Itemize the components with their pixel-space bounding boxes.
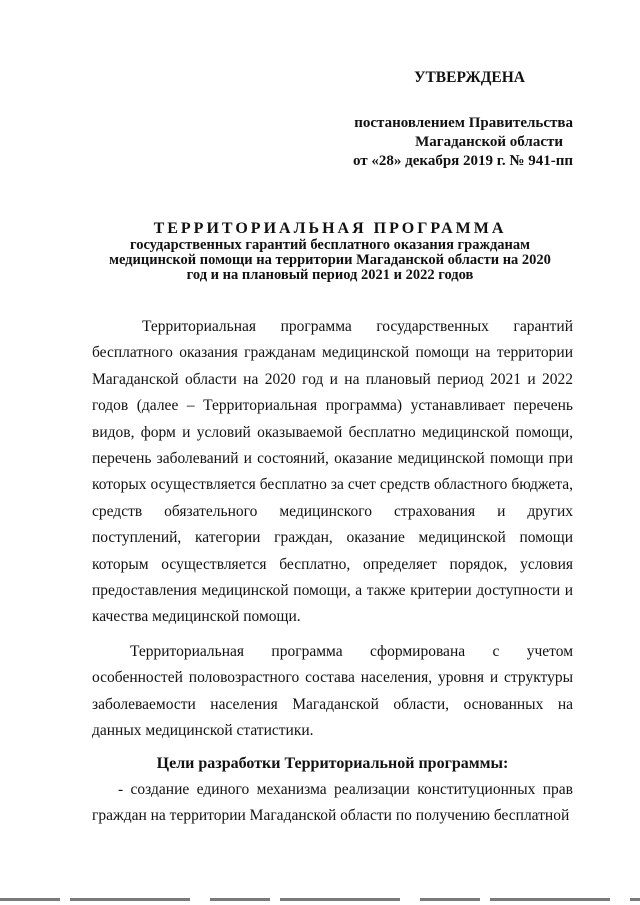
body-paragraph-2: Территориальная программа сформирована с учетом особенностей половозрастного состава населения, уровня и структуры заболеваемости населения Магаданской области, основанных на данных медицинской статистики. xyxy=(92,642,573,740)
approval-line-resolution: постановлением Правительства xyxy=(354,115,573,131)
goal-bullet-1: - создание единого механизма реализации конституционных прав граждан на территории Магаданской области по получению бесплатной xyxy=(92,780,573,825)
approval-line-region: Магаданской области xyxy=(415,134,563,150)
approval-heading: УТВЕРЖДЕНА xyxy=(414,69,525,86)
document-subtitle-line-3: год и на плановый период 2021 и 2022 годов xyxy=(186,267,474,283)
document-title: ТЕРРИТОРИАЛЬНАЯ ПРОГРАММА xyxy=(153,220,507,237)
section-heading-goals: Цели разработки Территориальной программы: xyxy=(156,754,509,772)
approval-line-date: от «28» декабря 2019 г. № 941-пп xyxy=(352,153,573,169)
document-subtitle-line-2: медицинской помощи на территории Магаданской области на 2020 xyxy=(109,252,551,268)
document-body xyxy=(92,314,573,830)
approval-block xyxy=(293,68,573,171)
document-title-block xyxy=(80,219,580,283)
body-paragraph-1: Территориальная программа государственных гарантий бесплатного оказания гражданам медицинской помощи на территории Магаданской области на 2020 год и на плановый период 2021 и 2022 годов (далее – Территориальная программа) устанавливает перечень видов, форм и условий оказываемой бесплатно медицинской помощи, перечень заболеваний и состояний, оказание медицинской помощи при которых осуществляется бесплатно за счет средств областного бюджета, средств обязательного медицинского страхования и других поступлений, категории граждан, оказание медицинской помощи которым осуществляется бесплатно, определяет порядок, условия предоставления медицинской помощи, а также критерии доступности и качества медицинской помощи. xyxy=(92,318,573,626)
document-subtitle-line-1: государственных гарантий бесплатного оказания гражданам xyxy=(129,237,531,253)
scan-edge-line xyxy=(0,898,640,901)
